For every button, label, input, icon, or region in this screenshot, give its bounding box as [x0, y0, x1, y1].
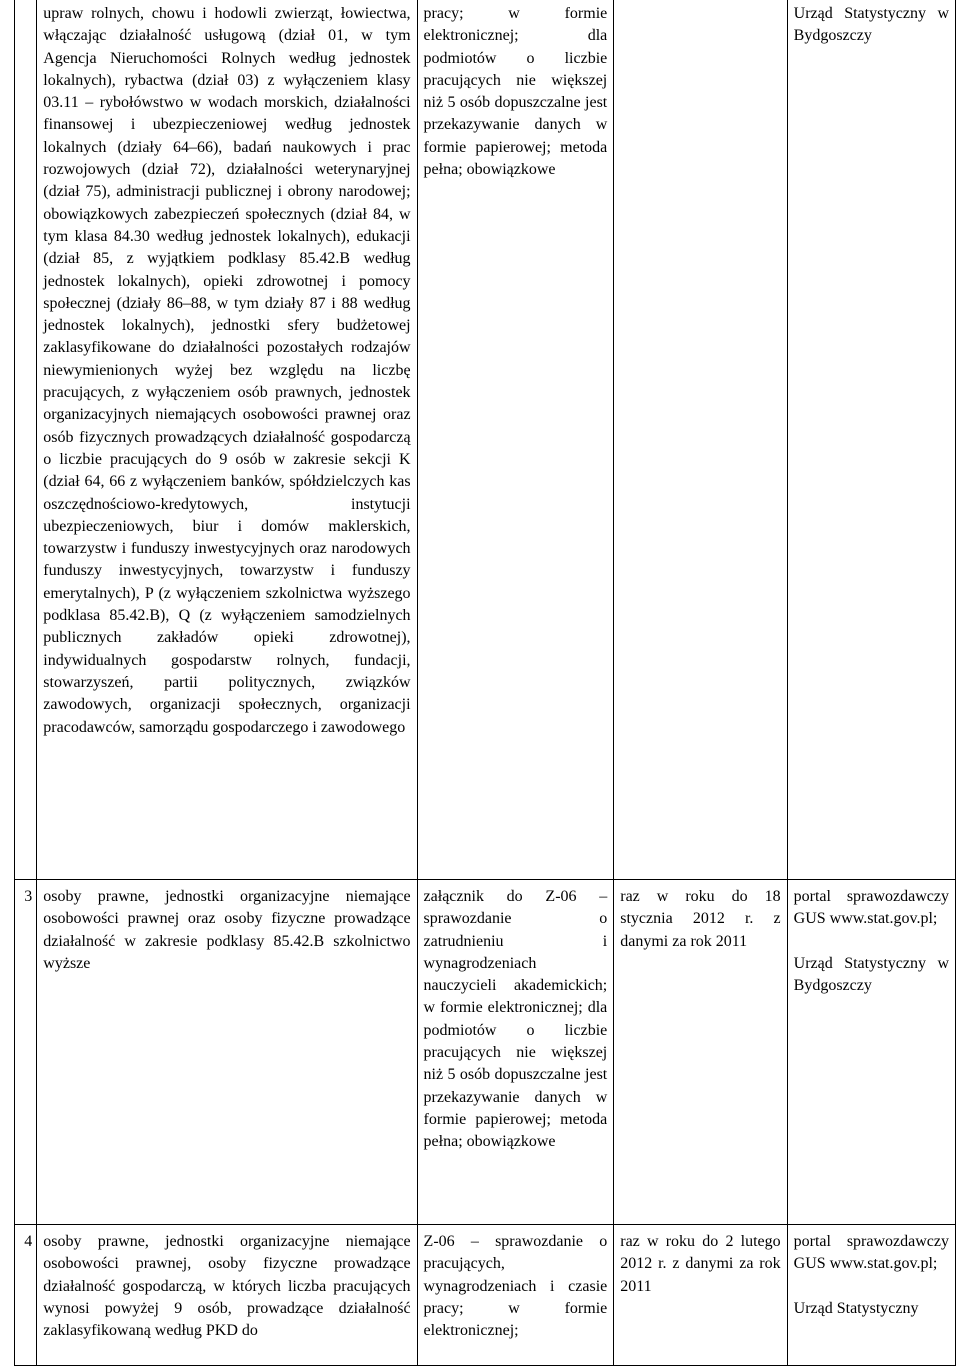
- submission-place-cell: [787, 1225, 955, 1366]
- statistical-office: Urząd Statystyczny: [793, 1299, 919, 1317]
- reporting-entities-cell: osoby prawne, jednostki organizacyjne niemające osobowości prawnej oraz osoby fizyczne prowadzące działalność w zakresie podklasy 85.42.B szkolnictwo wyższe: [37, 880, 417, 1225]
- report-form-cell: załącznik do Z-06 – sprawozdanie o zatrudnieniu i wynagrodzeniach nauczycieli akademickich; w formie elektronicznej; dla podmiotów o liczbie pracujących nie większej niż 5 osób dopuszczalne jest przekazywanie danych w formie papierowej; metoda pełna; obowiązkowe: [417, 880, 614, 1225]
- statistical-office: Urząd Statystyczny w Bydgoszczy: [793, 5, 949, 45]
- report-form-cell: Z-06 – sprawozdanie o pracujących, wynagrodzeniach i czasie pracy; w formie elektronicznej;: [417, 1225, 614, 1366]
- row-number-cell: 3: [15, 880, 37, 1225]
- submission-place-cell: [787, 880, 955, 1225]
- submission-portal: portal sprawozdawczy GUS www.stat.gov.pl;: [793, 888, 949, 928]
- table-row: [15, 0, 956, 880]
- table-row: [15, 880, 956, 1225]
- deadline-cell: [614, 0, 787, 880]
- submission-portal: portal sprawozdawczy GUS www.stat.gov.pl;: [793, 1233, 949, 1273]
- deadline-cell: raz w roku do 18 stycznia 2012 r. z danymi za rok 2011: [614, 880, 787, 1225]
- row-number-cell: [15, 0, 37, 880]
- table-row: [15, 1225, 956, 1366]
- reporting-entities-cell: osoby prawne, jednostki organizacyjne niemające osobowości prawnej, osoby fizyczne prowadzące działalność gospodarczą, w których liczba pracujących wynosi powyżej 9 osób, prowadzące działalność zaklasyfikowaną według PKD do: [37, 1225, 417, 1366]
- statistical-office: Urząd Statystyczny w Bydgoszczy: [793, 954, 949, 995]
- report-form-cell: pracy; w formie elektronicznej; dla podmiotów o liczbie pracujących nie większej niż 5 osób dopuszczalne jest przekazywanie danych w formie papierowej; metoda pełna; obowiązkowe: [417, 0, 614, 880]
- row-number-cell: 4: [15, 1225, 37, 1366]
- reporting-entities-cell: upraw rolnych, chowu i hodowli zwierząt, łowiectwa, włączając działalność usługową (dział 01, w tym Agencja Nieruchomości Rolnych według jednostek lokalnych), rybactwa (dział 03) z wyłączeniem klasy 03.11 – rybołówstwo w wodach morskich, działalności finansowej i ubezpieczeniowej według jednostek lokalnych (działy 64–66), badań naukowych i prac rozwojowych (dział 72), działalności weterynaryjnej (dział 75), administracji publicznej i obrony narodowej; obowiązkowych zabezpieczeń społecznych (dział 84, w tym klasa 84.30 według jednostek lokalnych), edukacji (dział 85, z wyjątkiem podklasy 85.42.B według jednostek lokalnych), opieki zdrowotnej i pomocy społecznej (działy 86–88, w tym działy 87 i 88 według jednostek lokalnych), jednostki sfery budżetowej zaklasyfikowane do działalności pozostałych rodzajów niewymienionych wyżej bez względu na liczbę pracujących, z wyłączeniem osób prawnych, jednostek organizacyjnych niemających osobowości prawnej oraz osób fizycznych prowadzących działalność gospodarczą o liczbie pracujących do 9 osób w zakresie sekcji K (dział 64, 66 z wyłączeniem banków, spółdzielczych kas oszczędnościowo-kredytowych, instytucji ubezpieczeniowych, biur i domów maklerskich, towarzystw i funduszy inwestycyjnych oraz narodowych funduszy inwestycyjnych, towarzystw i funduszy emerytalnych), P (z wyłączeniem szkolnictwa wyższego podklasa 85.42.B), Q (z wyłączeniem samodzielnych publicznych zakładów opieki zdrowotnej), indywidualnych gospodarstw rolnych, fundacji, stowarzyszeń, partii politycznych, związków zawodowych, organizacji społecznych, organizacji pracodawców, samorządu gospodarczego i zawodowego: [37, 0, 417, 880]
- submission-place-cell: [787, 0, 955, 880]
- survey-schedule-table: [14, 0, 956, 1366]
- deadline-cell: raz w roku do 2 lutego 2012 r. z danymi za rok 2011: [614, 1225, 787, 1366]
